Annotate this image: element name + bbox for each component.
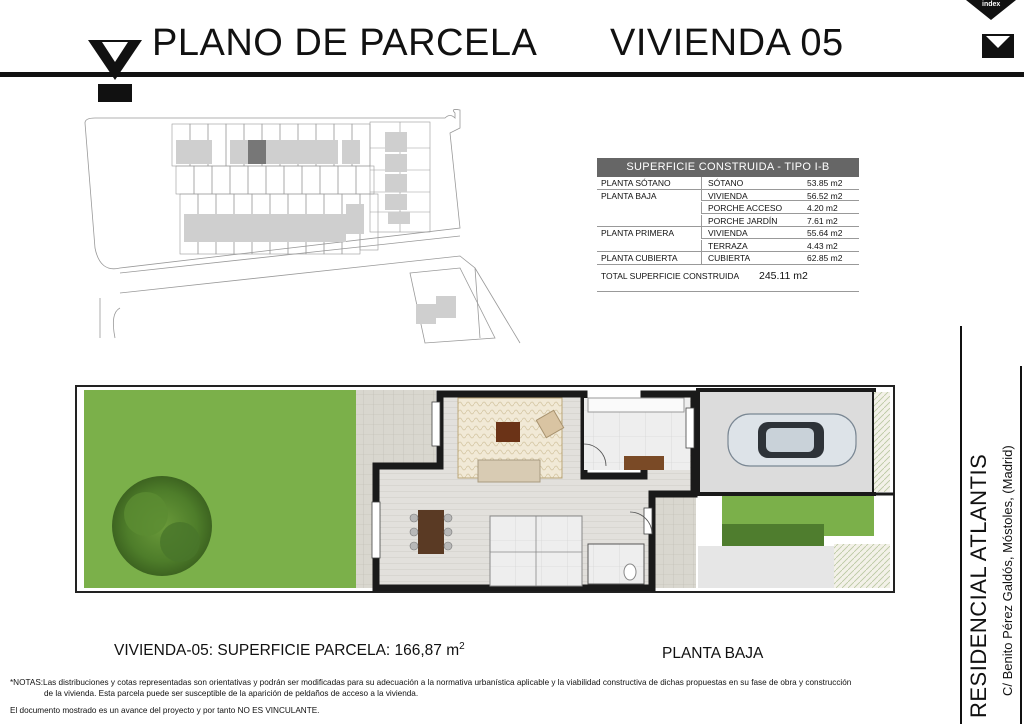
notes-line-1: *NOTAS:Las distribuciones y cotas representadas son orientativas y podrán ser modificadas para su adecuación a la normativa urbanística aplicable y la viabilidad constructiva de dichas propuestas en su fase de obra y construcción [10, 678, 852, 687]
row-area: 62.85 m2 [807, 253, 843, 263]
row-floor [597, 215, 701, 227]
total-label: TOTAL SUPERFICIE CONSTRUIDA [601, 270, 740, 281]
sofa [478, 460, 540, 482]
ground-floor-plan [74, 384, 900, 596]
dining-table [418, 510, 444, 554]
row-space: PORCHE ACCESO [701, 202, 797, 214]
index-logo [966, 0, 1016, 60]
table-total-row [597, 269, 859, 283]
parcel-area-label [114, 641, 465, 660]
row-floor: PLANTA PRIMERA [601, 228, 675, 238]
table-row [597, 252, 859, 265]
table-heading: SUPERFICIE CONSTRUIDA - TIPO I-B [597, 158, 859, 177]
kitchen-island [624, 456, 664, 470]
total-value: 245.11 m2 [759, 269, 808, 282]
row-space: VIVIENDA [701, 227, 797, 239]
toilet-room [588, 544, 644, 584]
row-floor [597, 240, 701, 252]
row-area: 53.85 m2 [807, 178, 843, 188]
coffee-table [496, 422, 520, 442]
row-space: CUBIERTA [701, 252, 797, 264]
row-floor: PLANTA BAJA [601, 190, 657, 201]
row-floor [597, 202, 701, 214]
highlighted-lot [248, 140, 266, 164]
total-divider [597, 291, 859, 292]
site-location-plan [80, 108, 530, 358]
table-row [597, 202, 859, 215]
side-divider-right [1020, 366, 1022, 724]
table-row [597, 177, 859, 190]
entrance-path [698, 546, 834, 588]
row-area: 56.52 m2 [797, 190, 859, 202]
row-area: 55.64 m2 [797, 227, 859, 239]
parcel-area-text: VIVIENDA-05: SUPERFICIE PARCELA: 166,87 m [114, 642, 460, 660]
table-row [597, 240, 859, 253]
legal-notes [10, 677, 940, 699]
unit-title: VIVIENDA 05 [610, 22, 844, 64]
row-space: TERRAZA [701, 240, 797, 252]
notes-line-2: de la vivienda. Esta parcela puede ser susceptible de la aparición de peldaños de acceso a la vivienda. [44, 689, 419, 698]
page-title: PLANO DE PARCELA [152, 22, 538, 64]
index-logo-text: index [982, 1, 1001, 8]
project-name: RESIDENCIAL ATLANTIS [966, 453, 991, 718]
table-row [597, 190, 859, 203]
row-area: 7.61 m2 [807, 215, 838, 226]
side-divider-left [960, 326, 962, 724]
row-space: PORCHE JARDÍN [701, 215, 797, 227]
row-area: 4.43 m2 [807, 240, 838, 251]
project-address: C/ Benito Pérez Galdós, Móstoles, (Madrid) [1000, 445, 1015, 696]
row-floor: PLANTA CUBIERTA [601, 253, 678, 263]
disclaimer: El documento mostrado es un avance del proyecto y por tanto NO ES VINCULANTE. [10, 706, 320, 715]
floor-name: PLANTA BAJA [662, 645, 764, 662]
header-divider [0, 72, 1024, 77]
table-row [597, 227, 859, 240]
built-area-table [597, 158, 859, 283]
table-row [597, 215, 859, 228]
parcel-area-unit-exponent: 2 [459, 641, 465, 652]
row-floor: PLANTA SÓTANO [601, 178, 671, 188]
car [728, 414, 856, 466]
row-space: SÓTANO [701, 177, 797, 189]
row-space: VIVIENDA [701, 190, 797, 202]
kitchen-counter [588, 398, 684, 412]
brand-triangle-logo [88, 40, 142, 102]
row-area: 4.20 m2 [797, 202, 859, 214]
